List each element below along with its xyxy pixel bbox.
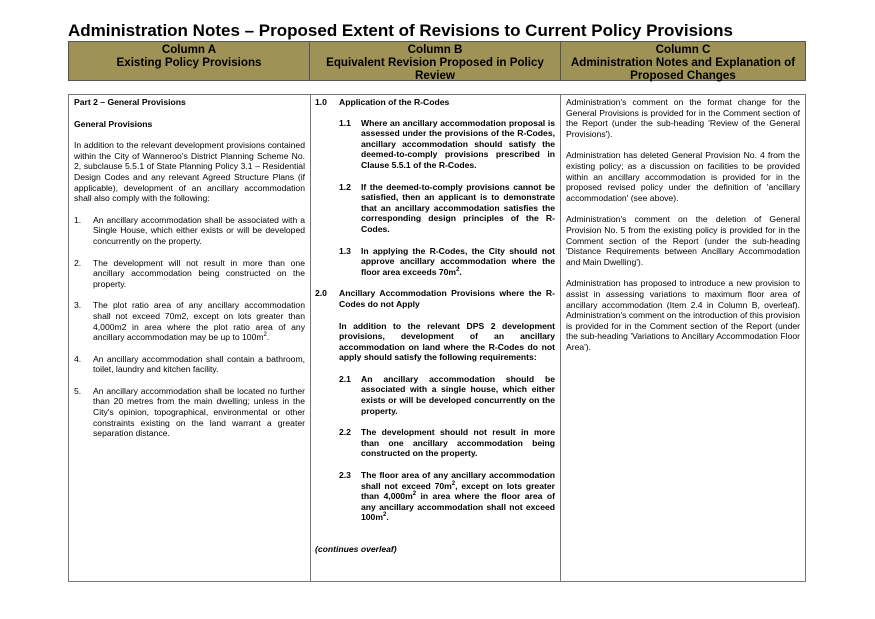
- column-b-title: Equivalent Revision Proposed in Policy Review: [326, 56, 544, 82]
- list-item-text: An ancillary accommodation shall contain a bathroom, toilet, laundry and kitchen facility.: [93, 353, 305, 375]
- sub-item: [315, 470, 555, 523]
- sub-item: [315, 246, 555, 278]
- list-item-text: An ancillary accommodation shall be associated with a Single House, which either exists or will be developed concurrently on the property.: [93, 214, 305, 246]
- list-item: [74, 386, 305, 439]
- list-item-number: 1.: [74, 214, 82, 225]
- list-item-tail: .: [266, 332, 270, 343]
- list-item: [74, 300, 305, 342]
- column-a-label: Column A: [161, 43, 217, 56]
- list-item-text: An ancillary accommodation shall be located no further than 20 metres from the main dwelling; unless in the City's opinion, topographical, environmental or other constraints existing on the land warrant a greater separation distance.: [93, 385, 305, 439]
- sub-item-text-wrap: [361, 470, 555, 523]
- list-item: [74, 258, 305, 290]
- sub-item-text: in area where the floor area of any ancillary accommodation shall not exceed 100m: [361, 491, 555, 523]
- section-title: Application of the R-Codes: [339, 97, 450, 107]
- column-a-title: Existing Policy Provisions: [116, 56, 262, 69]
- column-b-body: [310, 94, 561, 582]
- sub-item-number: 1.2: [339, 181, 351, 192]
- list-item-text: The plot ratio area of any ancillary accommodation shall not exceed 70m2, except on lots greater than 4,000m2 in area where the plot ratio area of any ancillary accommodation may be up to 100m: [93, 300, 305, 343]
- sub-item-number: 2.2: [339, 427, 351, 438]
- list-item: [74, 215, 305, 247]
- sub-item-text: The floor area of any ancillary accommodation shall not exceed 70m: [361, 470, 555, 491]
- note-paragraph: Administration's comment on the format change for the General Provisions is provided for in the Comment section of the Report (under the sub-heading 'Review of the General Provisions').: [566, 97, 800, 139]
- column-b-label: Column B: [407, 43, 463, 56]
- sub-item-number: 2.1: [339, 373, 351, 384]
- note-paragraph: Administration has deleted General Provision No. 4 from the existing policy; as a discussion on facilities to be provided within an ancillary accommodation is provided for in the proposed revised policy under the definition of 'ancillary accommodation' (see above).: [566, 150, 800, 203]
- superscript: 2: [412, 491, 417, 498]
- sub-item: [315, 182, 555, 235]
- superscript: 2: [263, 332, 267, 339]
- sub-item-tail: .: [459, 266, 462, 277]
- column-b-header: [310, 41, 561, 81]
- sub-item-text: Where an ancillary accommodation proposal is assessed under the provisions of the R-Codes, ancillary accommodation should satisfy the deemed-to-comply provisions prescribed in Clause 5.5.1 of the R-Codes.: [361, 117, 555, 170]
- sub-item: [315, 427, 555, 459]
- column-a-header: [68, 41, 310, 81]
- list-item-text-wrap: [93, 300, 305, 342]
- sub-item: [315, 374, 555, 416]
- intro-paragraph: In addition to the relevant development provisions contained within the City of Wanneroo's District Planning Scheme No. 2, subclause 5.5.1 of State Planning Policy 3.1 – Residential Design Codes and any relevant Agreed Structure Plans (if applicable), development of an ancillary accommodation shall also comply with the following:: [74, 140, 305, 204]
- sub-item-text-wrap: [361, 246, 555, 278]
- sub-item-number: 2.3: [339, 470, 351, 481]
- sub-item-text: If the deemed-to-comply provisions cannot be satisfied, then an applicant is to demonstrate that an ancillary accommodation satisfies the corresponding design principles of the R-Codes.: [361, 181, 555, 234]
- sub-item-number: 1.3: [339, 245, 351, 256]
- column-c-title: Administration Notes and Explanation of Proposed Changes: [570, 56, 796, 82]
- sub-item-text: , except on lots greater than 4,000m: [361, 480, 555, 502]
- column-c-label: Column C: [655, 43, 711, 56]
- list-item-number: 3.: [74, 300, 82, 311]
- list-item: [74, 354, 305, 375]
- list-item-number: 5.: [74, 385, 82, 396]
- page-title: Administration Notes – Proposed Extent of Revisions to Current Policy Provisions: [68, 21, 734, 40]
- section-intro: In addition to the relevant DPS 2 development provisions, development of an ancillary accommodation on land where the R-Codes do not apply should satisfy the following requirements:: [339, 320, 555, 363]
- section-heading: General Provisions: [74, 118, 153, 129]
- superscript: 2: [451, 480, 456, 487]
- superscript: 2: [382, 512, 387, 519]
- sub-item-text: An ancillary accommodation should be associated with a single house, which either exists or will be developed concurrently on the property.: [361, 373, 555, 416]
- column-c-header: [561, 41, 806, 81]
- sub-item-number: 1.1: [339, 117, 351, 128]
- column-c-body: [561, 94, 806, 582]
- note-paragraph: Administration's comment on the deletion of General Provision No. 5 from the existing policy is provided for in the Comment section of the Report (under the sub-heading 'Distance Requirements between Ancillary Accommodation and Main Dwelling').: [566, 214, 800, 267]
- section-number: 1.0: [315, 97, 327, 107]
- continues-note: (continues overleaf): [315, 544, 397, 554]
- section-title: Ancillary Accommodation Provisions where the R-Codes do not Apply: [339, 288, 555, 309]
- list-item-text: The development will not result in more than one ancillary accommodation being constructed on the property.: [93, 257, 305, 289]
- sub-item: [315, 118, 555, 171]
- section-number: 2.0: [315, 288, 327, 299]
- section-heading-1: [315, 97, 555, 108]
- note-paragraph: Administration has proposed to introduce a new provision to assist in assessing variations to maximum floor area of ancillary accommodation (Item 2.4 in Column B, overleaf). Administration's comment on the introduction of this provision is provided for in the Comment section of the Report (under the sub-heading 'Variations to Ancillary Accommodation Floor Area').: [566, 278, 800, 352]
- sub-item-text: The development should not result in more than one ancillary accommodation being constructed on the property.: [361, 427, 555, 459]
- list-item-number: 2.: [74, 257, 82, 268]
- sub-item-tail: .: [386, 512, 389, 523]
- sub-item-text: In applying the R-Codes, the City should not approve ancillary accommodation where the floor area exceeds 70m: [361, 245, 555, 277]
- part-heading: Part 2 – General Provisions: [74, 97, 186, 107]
- section-heading-2: [315, 288, 555, 309]
- column-a-body: [68, 94, 311, 582]
- list-item-number: 4.: [74, 353, 82, 364]
- superscript: 2: [456, 266, 460, 273]
